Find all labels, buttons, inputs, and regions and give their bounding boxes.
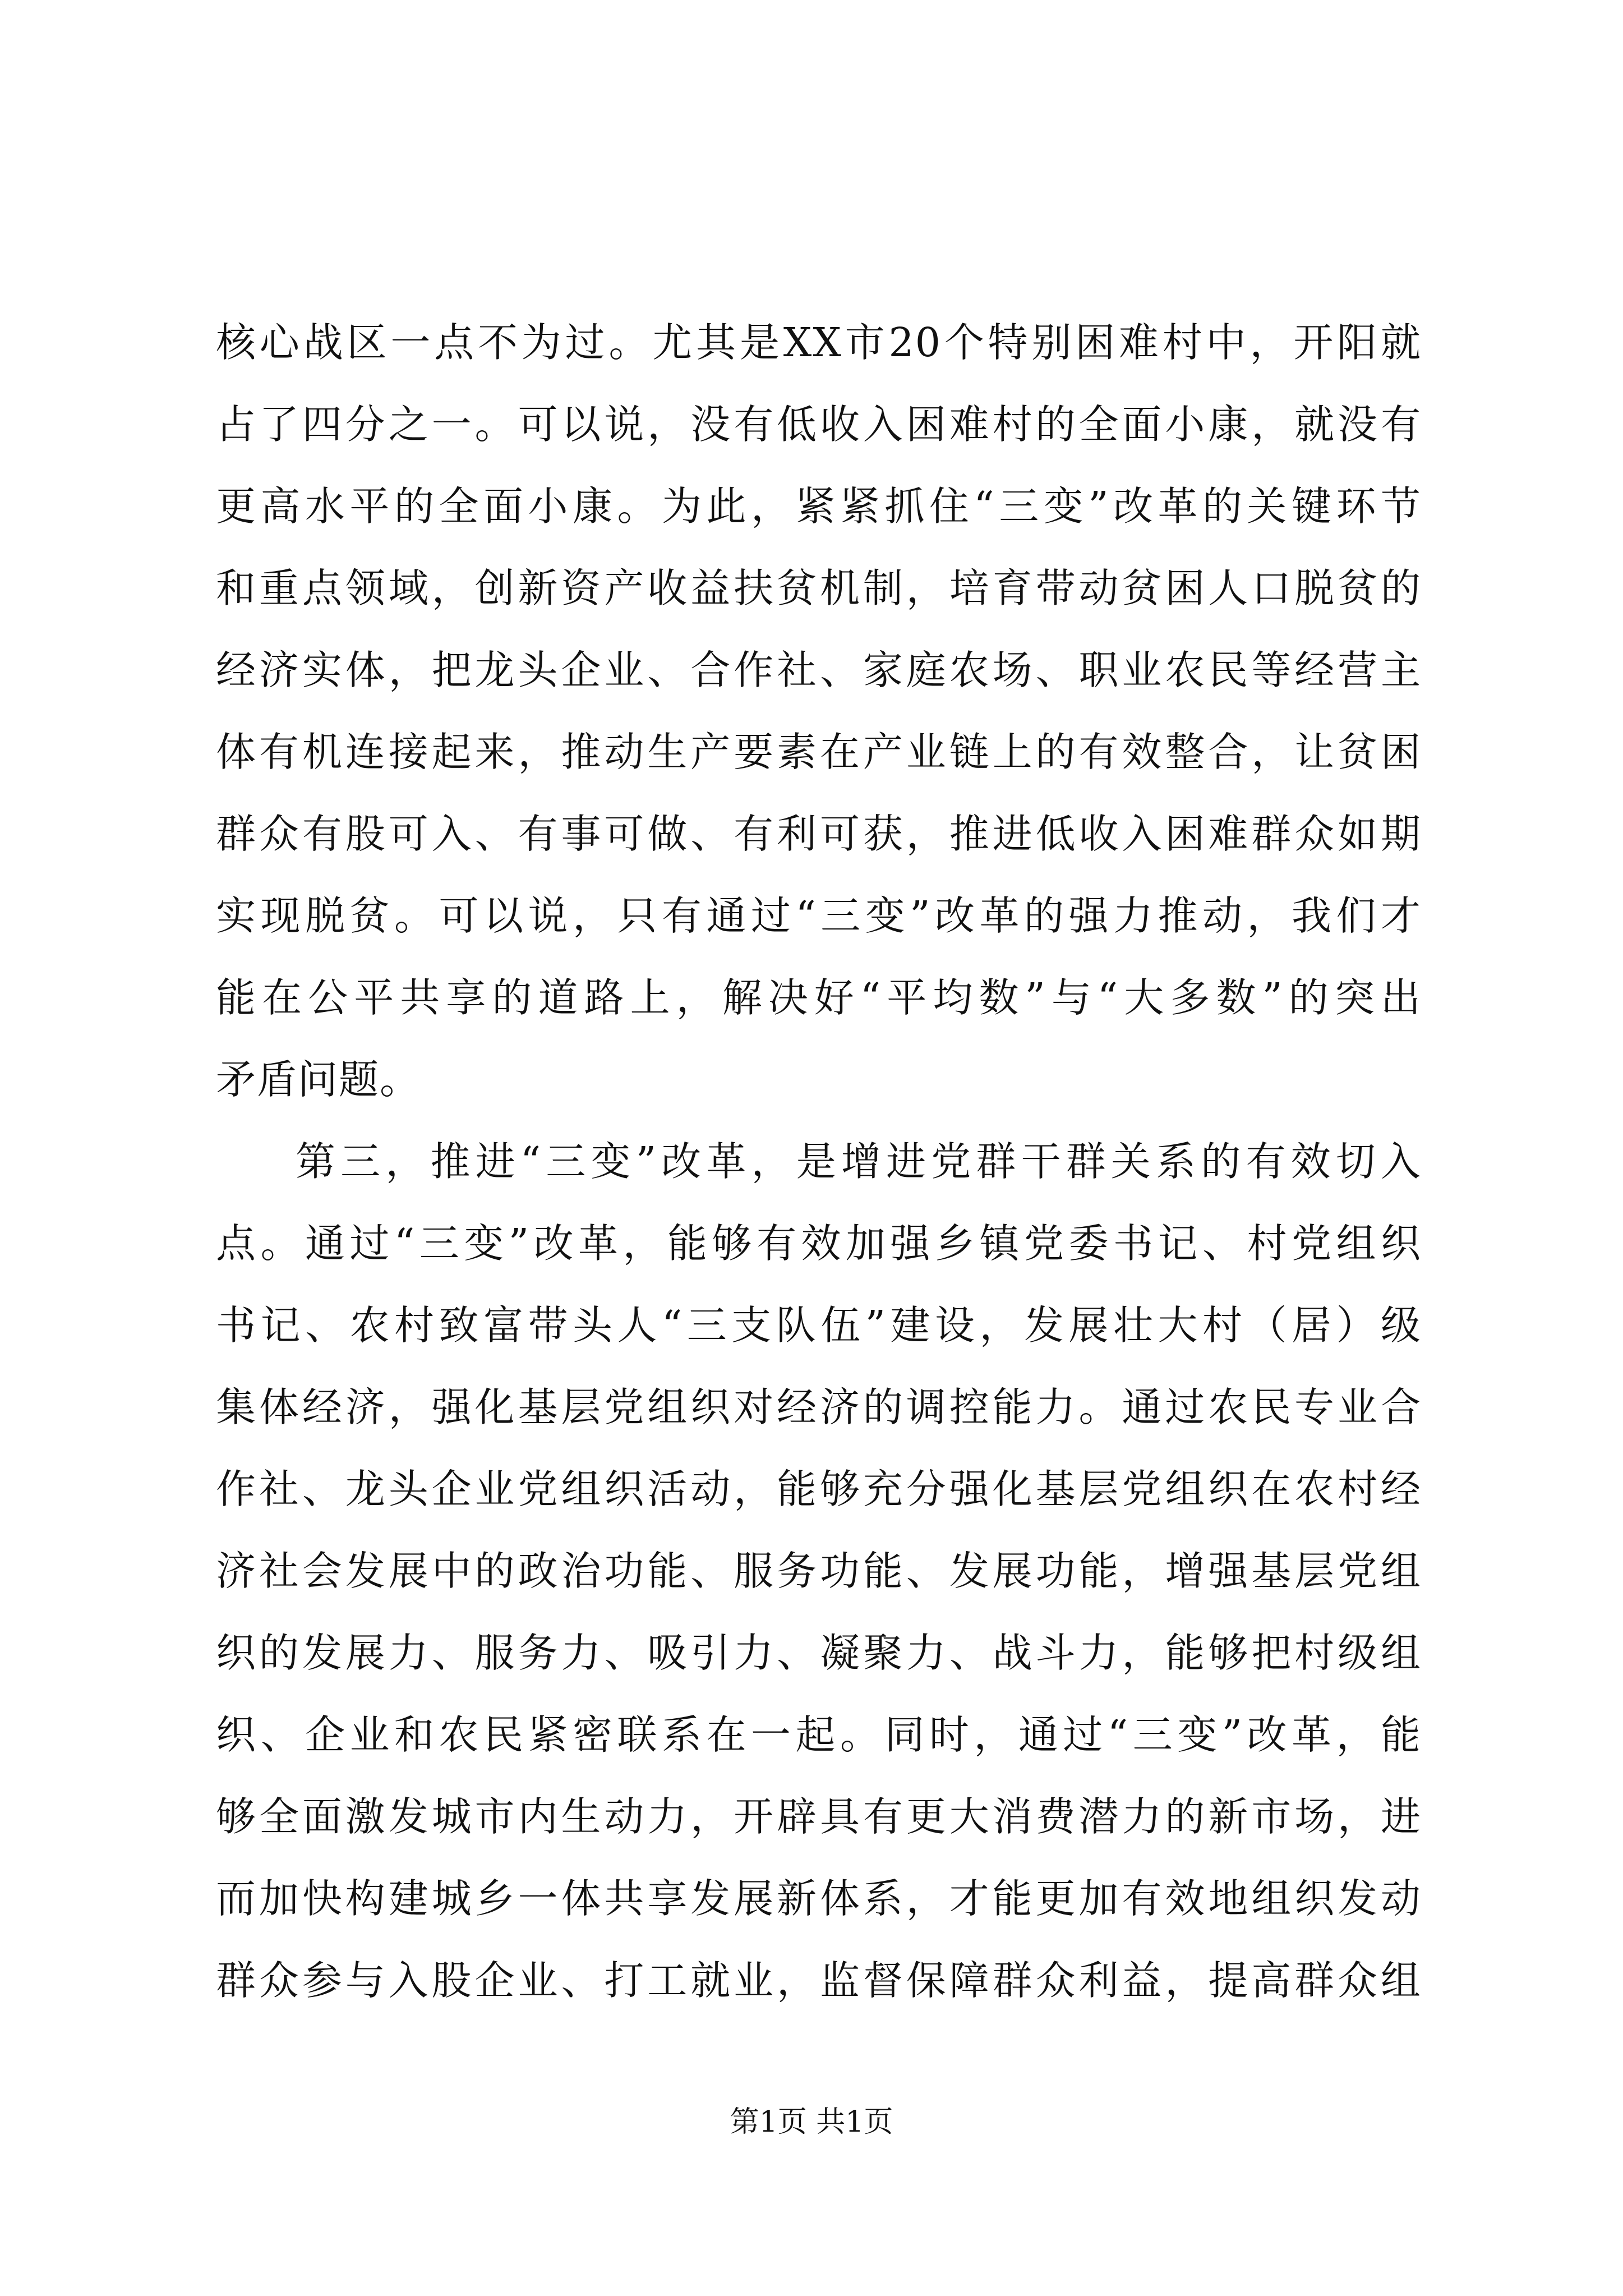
text-line: 体有机连接起来，推动生产要素在产业链上的有效整合，让贫困 [216,729,1422,775]
text-line: 和重点领域，创新资产收益扶贫机制，培育带动贫困人口脱贫的 [216,565,1422,611]
text-line: 核心战区一点不为过。尤其是XX市20个特别困难村中，开阳就 [216,319,1422,366]
text-line: 实现脱贫。可以说，只有通过“三变”改革的强力推动，我们才 [216,892,1422,939]
text-line: 而加快构建城乡一体共享发展新体系，才能更加有效地组织发动 [216,1875,1422,1922]
page-number-label: 第1页 共1页 [730,2105,893,2139]
text-line: 点。通过“三变”改革，能够有效加强乡镇党委书记、村党组织 [216,1220,1422,1267]
document-body [216,302,1422,2022]
text-line: 群众有股可入、有事可做、有利可获，推进低收入困难群众如期 [216,811,1422,857]
page-footer [0,2102,1623,2142]
text-line: 矛盾问题。 [216,1056,421,1103]
paragraph [216,1121,1422,2022]
text-line: 更高水平的全面小康。为此，紧紧抓住“三变”改革的关键环节 [216,483,1422,530]
text-line: 织、企业和农民紧密联系在一起。同时，通过“三变”改革，能 [216,1711,1422,1758]
text-line: 群众参与入股企业、打工就业，监督保障群众利益，提高群众组 [216,1957,1422,2004]
text-line: 够全面激发城市内生动力，开辟具有更大消费潜力的新市场，进 [216,1793,1422,1840]
text-line: 占了四分之一。可以说，没有低收入困难村的全面小康，就没有 [216,401,1422,448]
text-line: 作社、龙头企业党组织活动，能够充分强化基层党组织在农村经 [216,1466,1422,1512]
paragraph [216,302,1422,1121]
text-line: 集体经济，强化基层党组织对经济的调控能力。通过农民专业合 [216,1384,1422,1430]
text-line: 第三，推进“三变”改革，是增进党群干群关系的有效切入 [296,1138,1422,1185]
text-line: 书记、农村致富带头人“三支队伍”建设，发展壮大村（居）级 [216,1302,1422,1349]
text-line: 织的发展力、服务力、吸引力、凝聚力、战斗力，能够把村级组 [216,1630,1422,1676]
text-line: 济社会发展中的政治功能、服务功能、发展功能，增强基层党组 [216,1548,1422,1594]
text-line: 经济实体，把龙头企业、合作社、家庭农场、职业农民等经营主 [216,647,1422,693]
text-line: 能在公平共享的道路上，解决好“平均数”与“大多数”的突出 [216,974,1422,1021]
